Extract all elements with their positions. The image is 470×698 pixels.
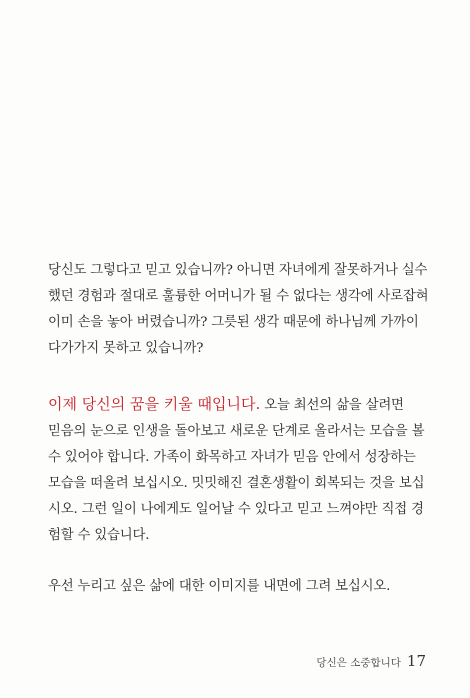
text-line — [48, 391, 430, 419]
text-line: 시오. 그런 일이 나에게도 일어날 수 있다고 믿고 느껴야만 직접 경 — [48, 502, 424, 517]
text-run: 오늘 최선의 삶을 살려면 — [260, 398, 404, 413]
text-line: 당신도 그렇다고 믿고 있습니까? 아니면 자녀에게 잘못하거나 실수 — [48, 263, 428, 278]
highlighted-heading-text: 이제 당신의 꿈을 키울 때입니다. — [48, 395, 261, 413]
text-line: 수 있어야 합니다. 가족이 화목하고 자녀가 믿음 안에서 성장하는 — [48, 450, 416, 465]
text-line: 믿음의 눈으로 인생을 돌아보고 새로운 단계로 올라서는 모습을 볼 — [48, 424, 425, 439]
text-line: 이미 손을 놓아 버렸습니까? 그릇된 생각 때문에 하나님께 가까이 — [48, 315, 419, 330]
text-line: 모습을 떠올려 보십시오. 밋밋해진 결혼생활이 회복되는 것을 보십 — [48, 476, 425, 491]
paragraph-3 — [48, 574, 430, 600]
text-line: 험할 수 있습니다. — [48, 528, 150, 543]
running-title: 당신은 소중합니다 — [316, 657, 401, 669]
paragraph-2 — [48, 391, 430, 549]
text-line: 우선 누리고 싶은 삶에 대한 이미지를 내면에 그려 보십시오. — [48, 579, 391, 594]
page-number: 17 — [406, 652, 426, 670]
text-line: 했던 경험과 절대로 훌륭한 어머니가 될 수 없다는 생각에 사로잡혀 — [48, 289, 429, 304]
paragraph-1 — [48, 258, 430, 362]
page-footer — [316, 652, 426, 670]
text-line: 다가가지 못하고 있습니까? — [48, 341, 204, 356]
